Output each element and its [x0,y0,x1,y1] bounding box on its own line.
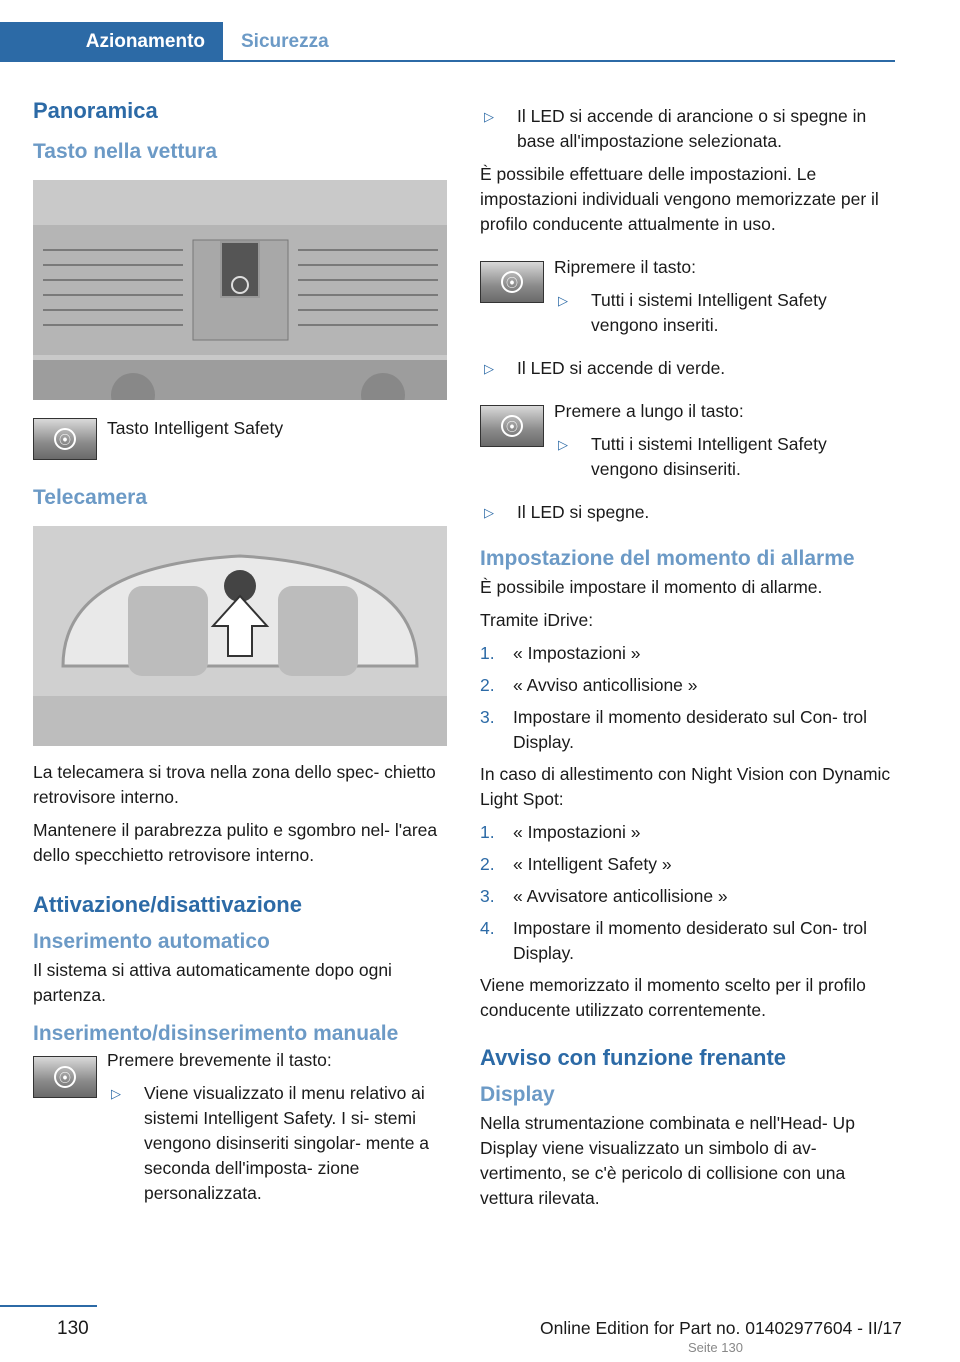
paragraph-telecamera-1: La telecamera si trova nella zona dello spec‐ chietto retrovisore interno. [33,762,436,807]
heading-avviso: Avviso con funzione frenante [480,1045,787,1070]
paragraph-memo: Viene memorizzato il momento scelto per il profilo conducente utilizzato correntemente. [480,975,866,1020]
paragraph-auto: Il sistema si attiva automaticamente dopo ogni partenza. [33,960,392,1005]
list-item-text: Il LED si accende di verde. [517,358,726,378]
intelligent-safety-button-image-2 [33,1056,97,1098]
paragraph-momento: È possibile impostare il momento di allarme. [480,577,823,597]
list-item-text: « Impostazioni » [513,822,641,842]
manual-button-row [33,1050,447,1214]
heading-manuale: Inserimento/disinserimento manuale [33,1022,399,1045]
heading-inserimento-automatico: Inserimento automatico [33,930,270,953]
caption-tasto: Tasto Intelligent Safety [107,418,284,438]
triangle-bullet-icon: ▷ [484,505,494,520]
intelligent-safety-button-image-4 [480,405,544,447]
led-list-verde [480,356,894,381]
list-item-text: Il LED si accende di arancione o si spegne in base all'impostazione selezionata. [517,106,867,151]
list-item [554,432,894,482]
list-item [480,356,894,381]
intelligent-safety-icon: ⦿ [54,428,76,450]
list-item-text: Tutti i sistemi Intelligent Safety vengono inseriti. [591,290,827,335]
paragraph-telecamera-2: Mantenere il parabrezza pulito e sgombro nel‐ l'area dello specchietto retrovisore interno. [33,820,438,865]
camera-illustration [33,526,447,746]
paragraph-possibile: È possibile effettuare delle impostazioni. Le impostazioni individuali vengono memorizzate per il profilo conducente attualmente in uso. [480,164,879,234]
paragraph-ripremere: Ripremere il tasto: [554,257,696,277]
dashboard-illustration [33,180,447,400]
heading-display: Display [480,1083,555,1106]
tab-azionamento[interactable]: Azionamento [0,22,223,62]
heading-telecamera: Telecamera [33,486,148,509]
intelligent-safety-button-image [33,418,97,460]
heading-momento: Impostazione del momento di allarme [480,547,855,570]
camera-image [33,526,447,746]
list-item [554,288,894,338]
intelligent-safety-icon-2: ⦿ [54,1066,76,1088]
triangle-bullet-icon: ▷ [111,1086,121,1101]
led-list-spegne [480,500,894,525]
heading-tasto: Tasto nella vettura [33,140,217,163]
list-item-text: « Avviso anticollisione » [513,675,698,695]
left-column [33,98,447,1224]
numbered-list-2 [480,820,894,966]
triangle-bullet-icon: ▷ [558,293,568,308]
list-item-text: « Intelligent Safety » [513,854,672,874]
right-column [480,104,894,1219]
header-bar [0,0,895,62]
intelligent-safety-icon-3: ⦿ [501,271,523,293]
ripremere-row [480,257,894,346]
list-item [107,1081,447,1206]
list-item: 3. Impostare il momento desiderato sul Con‐ trol Display. [480,705,894,755]
list-item-text: Impostare il momento desiderato sul Con‐ trol Display. [513,918,868,963]
paragraph-breve: Premere brevemente il tasto: [107,1050,332,1070]
list-item [480,500,894,525]
page-number: 130 [57,1318,89,1339]
list-item-text: « Avvisatore anticollisione » [513,886,728,906]
ripremere-list [554,288,894,338]
led-list-1 [480,104,894,154]
paragraph-display: Nella strumentazione combinata e nell'Head- Up Display viene visualizzato un simbolo di av‐ vertimento, se c'è pericolo di collisione con una vettura rilevata. [480,1113,855,1208]
list-item: 2. « Avviso anticollisione » [480,673,894,698]
watermark-text: Seite 130 [688,1340,743,1355]
paragraph-idrive: Tramite iDrive: [480,610,594,630]
triangle-bullet-icon: ▷ [484,361,494,376]
list-item: 4. Impostare il momento desiderato sul Con‐ trol Display. [480,916,894,966]
footer-rule [0,1305,97,1307]
tab-sicurezza[interactable]: Sicurezza [241,31,329,52]
lungo-row [480,401,894,490]
heading-attivazione: Attivazione/disattivazione [33,892,302,917]
list-item: 1. « Impostazioni » [480,641,894,666]
lungo-list [554,432,894,482]
caption-row [33,418,447,460]
list-item-text: Viene visualizzato il menu relativo ai sistemi Intelligent Safety. I si‐ stemi vengono disinseriti singolar‐ mente a seconda dell'imposta‐ zione personalizzata. [144,1083,430,1203]
triangle-bullet-icon: ▷ [484,109,494,124]
heading-panoramica: Panoramica [33,98,158,123]
intelligent-safety-button-image-3 [480,261,544,303]
list-item-text: « Impostazioni » [513,643,641,663]
list-item-text: Tutti i sistemi Intelligent Safety vengono disinseriti. [591,434,827,479]
list-item-text: Il LED si spegne. [517,502,650,522]
list-item: 1. « Impostazioni » [480,820,894,845]
list-item [480,104,894,154]
list-item: 2. « Intelligent Safety » [480,852,894,877]
dashboard-image [33,180,447,400]
list-item-text: Impostare il momento desiderato sul Con‐ trol Display. [513,707,868,752]
breve-list [107,1081,447,1206]
triangle-bullet-icon: ▷ [558,437,568,452]
numbered-list-1 [480,641,894,755]
paragraph-night: In caso di allestimento con Night Vision con Dynamic Light Spot: [480,764,891,809]
edition-text: Online Edition for Part no. 01402977604 - II/17 [540,1318,902,1338]
paragraph-lungo: Premere a lungo il tasto: [554,401,744,421]
intelligent-safety-icon-4: ⦿ [501,415,523,437]
list-item: 3. « Avvisatore anticollisione » [480,884,894,909]
